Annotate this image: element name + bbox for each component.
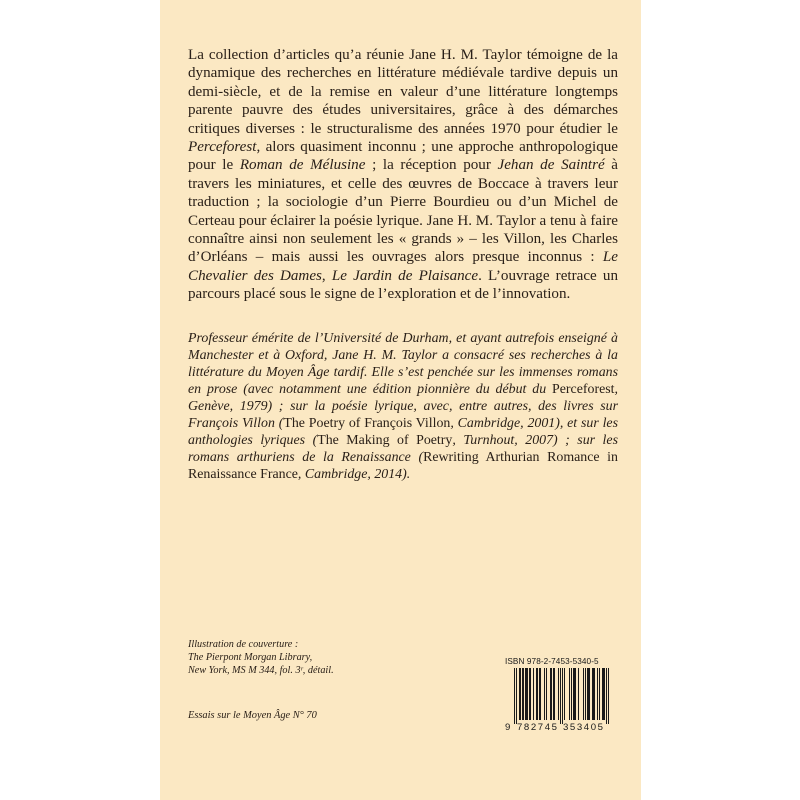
barcode-bar [587,668,590,720]
barcode-bar [533,668,534,720]
summary-text: , [321,267,332,284]
barcode-bar [546,668,547,720]
barcode-bar [608,668,609,724]
bio-title-ref: Rewriting Arthurian Romance in Renaissance France [188,450,618,482]
summary-text: ; la réception pour [365,157,498,174]
barcode-digit-first: 9 [505,722,511,733]
summary-title-ref: Roman de Mélusine [239,157,366,174]
barcode-bar [553,668,555,720]
bio-text: , Cambridge, 2014). [297,467,411,482]
barcode-bar [569,668,570,720]
credit-line: The Pierpont Morgan Library, [188,652,313,663]
barcode-bar [571,668,572,720]
summary-text: , alors quasiment inconnu ; une approche anthropologique pour le [188,139,618,174]
barcode-bar [573,668,576,720]
barcode-bar [529,668,531,720]
series-label: Essais sur le Moyen Âge N° 70 [188,710,317,721]
credit-line: Illustration de couverture : [188,639,299,650]
bio-title-ref: Perceforest [552,382,615,397]
summary-text: La collection d’articles qu’a réunie Jane H. M. Taylor témoigne de la dynamique des recherches en littérature médiévale tardive depuis un demi-siècle, et de la remise en valeur d’une littérature longtemps parente pauvre des études universitaires, grâce à des démarches critiques diverses : le structuralisme des années 1970 pour étudier le [188,47,618,137]
book-summary [188,46,618,304]
barcode-bar [583,668,584,720]
summary-title-ref: Jehan de Saintré [497,157,605,174]
barcode-bar [539,668,541,720]
barcode-digits-right: 353405 [563,722,605,733]
summary-title-ref: Le Chevalier des Dames [188,249,618,284]
isbn-barcode [505,655,613,736]
barcode-bar [592,668,595,720]
barcode-bar [558,668,559,720]
barcode-bar [562,668,563,724]
barcode-digits-left: 782745 [517,722,559,733]
summary-text: . L’ouvrage retrace un parcours placé sous le signe de l’exploration et de l’innovation. [188,267,618,303]
barcode-bar [578,668,579,720]
cover-illustration-credit [188,638,334,677]
barcode-bar [585,668,586,720]
summary-title-ref: Le Jardin de Plaisance [331,267,479,284]
bio-text: Professeur émérite de l’Université de Durham, et ayant autrefois enseigné à Manchester et à Oxford, Jane H. M. Taylor a consacré ses recherches à la littérature du Moyen Âge tardif. Elle s’est penchée sur les immenses romans en prose (avec notamment une édition pionnière du début du [188,331,618,397]
barcode-bar [599,668,600,720]
barcode-bar [560,668,561,724]
barcode-bar [525,668,528,720]
barcode-bar [606,668,607,724]
barcode-bar [544,668,545,720]
summary-text: à travers les miniatures, et celle des œuvres de Boccace à travers leur traduction ; la sociologie d’un Pierre Bourdieu ou d’un Michel de Certeau pour éclairer la poésie lyrique. Jane H. M. Taylor a tenu à faire connaître ainsi non seulement les « grands » – les Villon, les Charles d’Orléans – mais aussi les ouvrages alors presque inconnus : [188,157,619,266]
bio-title-ref: The Poetry of François Villon [283,416,451,431]
bio-text: , Cambridge, 2001), et sur les anthologies lyriques ( [188,416,618,448]
barcode-bar [597,668,598,720]
isbn-label: ISBN 978-2-7453-5340-5 [505,657,599,666]
barcode-bar [522,668,524,720]
summary-title-ref: Perceforest [188,139,257,156]
barcode-bar [536,668,538,720]
bio-title-ref: The Making of Poetry [317,433,453,448]
bio-text: , Genève, 1979) ; sur la poésie lyrique, avec, entre autres, des livres sur François Villon ( [188,382,618,431]
barcode-bar [514,668,515,724]
credit-line: New York, MS M 344, fol. 3ʳ, détail. [188,665,334,676]
barcode-bar [550,668,552,720]
barcode-bar [564,668,565,720]
bio-text: , Turnhout, 2007) ; sur les romans arthuriens de la Renaissance ( [188,433,618,465]
barcode-bar [602,668,605,720]
barcode-bars [505,668,613,724]
barcode-bar [519,668,521,720]
author-bio [188,330,618,483]
barcode-bar [516,668,517,724]
